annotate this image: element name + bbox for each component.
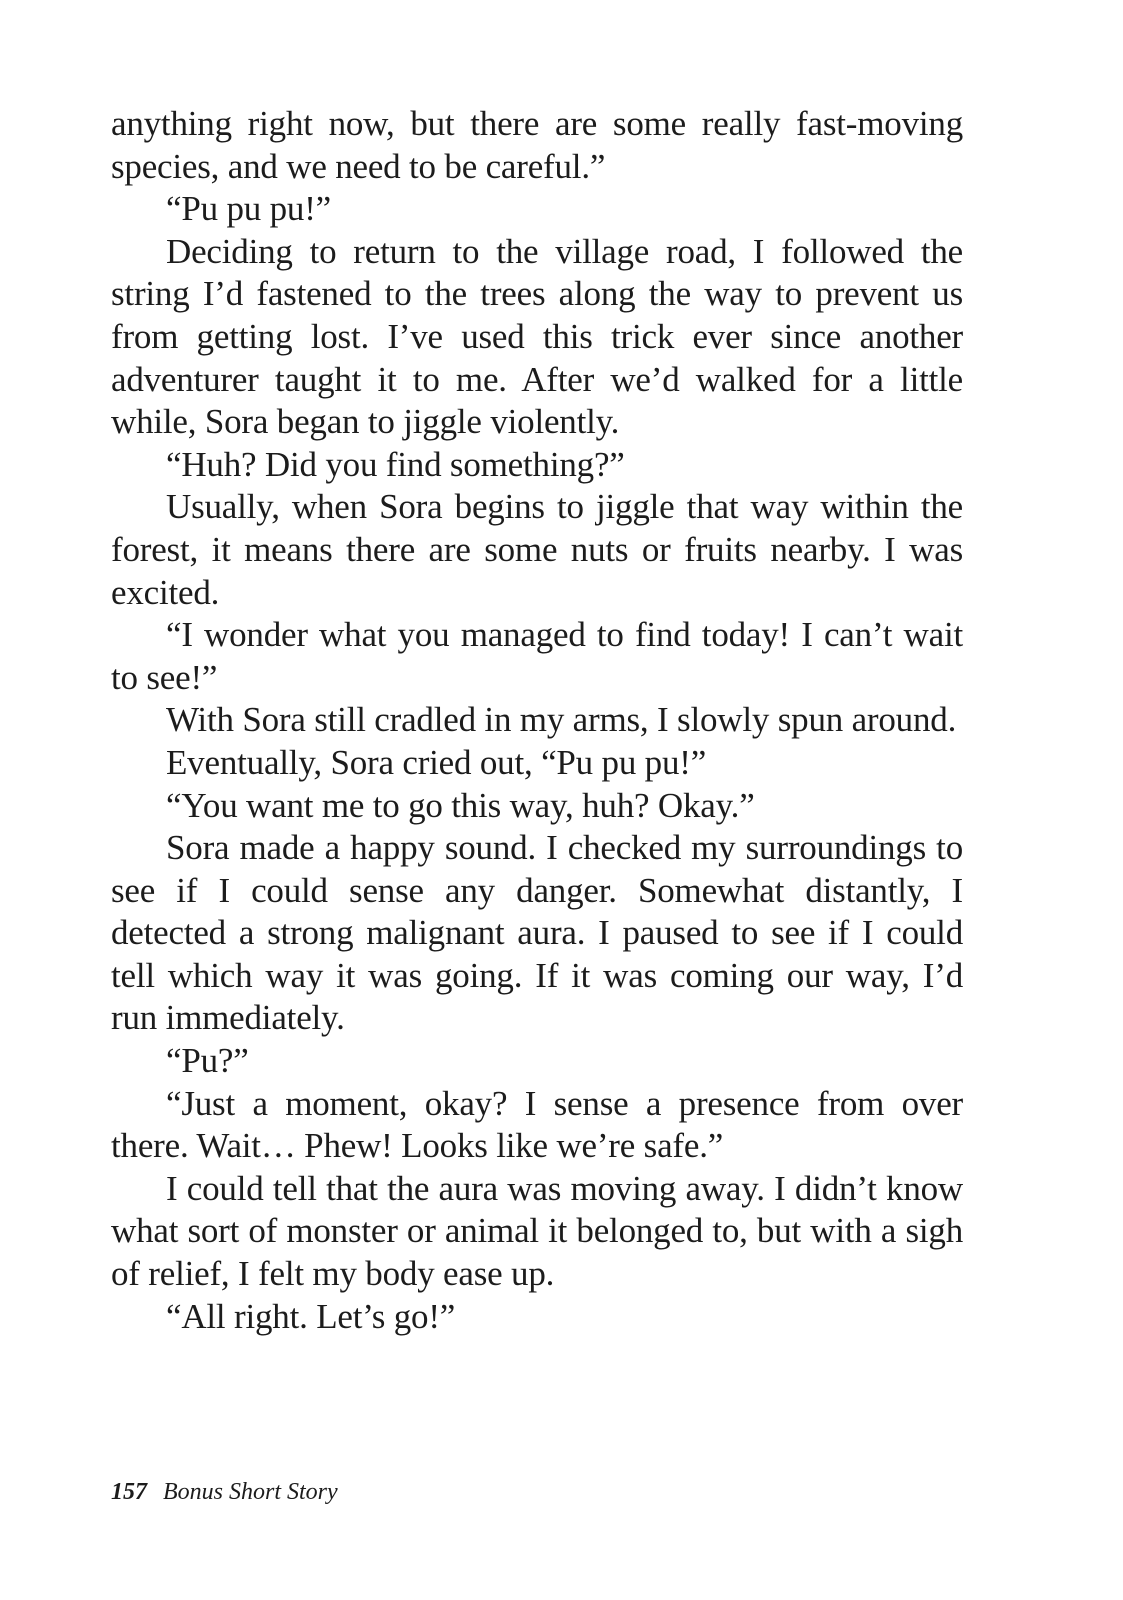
- paragraph: Usually, when Sora begins to jiggle that way within the forest, it means there are some nuts or fruits nearby. I was excited.: [111, 487, 963, 612]
- paragraph: I could tell that the aura was moving away. I didn’t know what sort of monster or animal it belonged to, but with a sigh of relief, I felt my body ease up.: [111, 1168, 963, 1294]
- body-text: [111, 103, 963, 1338]
- page-number: 157: [111, 1479, 147, 1505]
- paragraph: “Pu pu pu!”: [166, 189, 331, 229]
- paragraph-continuation: anything right now, but there are some really fast-moving species, and we need to be careful.”: [111, 104, 963, 186]
- paragraph: With Sora still cradled in my arms, I slowly spun around.: [166, 700, 957, 740]
- paragraph: “Pu?”: [166, 1041, 249, 1081]
- paragraph: Sora made a happy sound. I checked my surroundings to see if I could sense any danger. Somewhat distantly, I detected a strong malignant aura. I paused to see if I could tell which way it was going. If it was coming our way, I’d run immediately.: [111, 828, 963, 1038]
- paragraph: “I wonder what you managed to find today! I can’t wait to see!”: [111, 615, 963, 697]
- paragraph: “You want me to go this way, huh? Okay.”: [166, 785, 755, 825]
- page-footer: [111, 1479, 338, 1506]
- paragraph: Eventually, Sora cried out, “Pu pu pu!”: [166, 742, 707, 782]
- paragraph: Deciding to return to the village road, I followed the string I’d fastened to the trees along the way to prevent us from getting lost. I’ve used this trick ever since another adventurer taught it to me. After we’d walked for a little while, Sora began to jiggle violently.: [111, 231, 963, 442]
- paragraph: “Just a moment, okay? I sense a presence from over there. Wait… Phew! Looks like we’re safe.”: [111, 1083, 963, 1166]
- paragraph: “Huh? Did you find something?”: [166, 444, 625, 484]
- paragraph: “All right. Let’s go!”: [166, 1296, 456, 1336]
- running-footer-title: Bonus Short Story: [163, 1479, 338, 1505]
